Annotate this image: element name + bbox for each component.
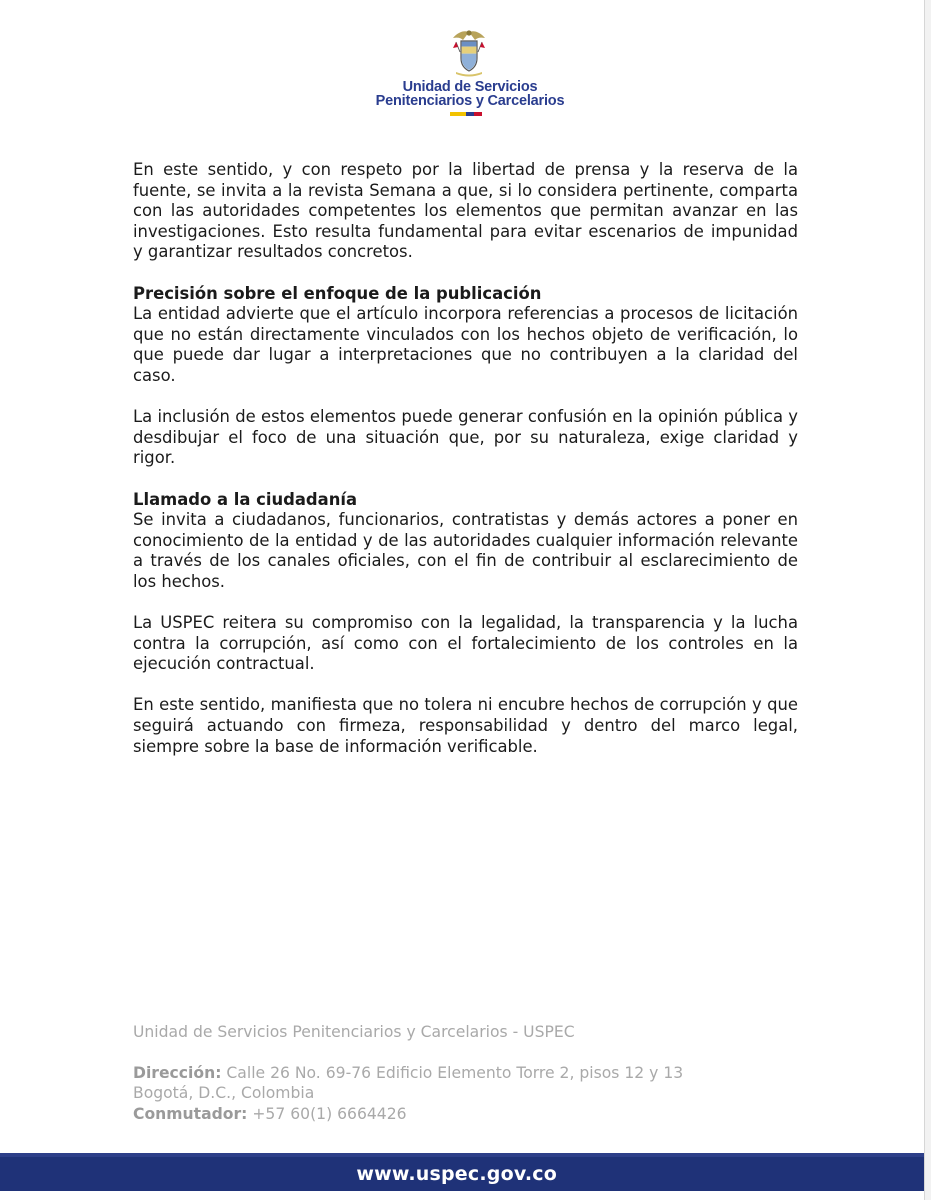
footer-org-name: Unidad de Servicios Penitenciarios y Carcelarios - USPEC: [133, 1023, 575, 1041]
section-llamado-paragraph-3: En este sentido, manifiesta que no tolera ni encubre hechos de corrupción y que seguirá actuando con firmeza, responsabilidad y dentro del marco legal, siempre sobre la base de información verificable.: [133, 695, 798, 756]
coat-of-arms-icon: [450, 28, 488, 78]
press-release-body: [133, 160, 798, 778]
uspec-logo: [370, 28, 570, 123]
footer-website-band: [0, 1157, 924, 1191]
section-heading-llamado: Llamado a la ciudadanía: [133, 489, 358, 509]
footer-address-label: Dirección:: [133, 1063, 222, 1082]
footer-phone-label: Conmutador:: [133, 1104, 248, 1123]
section-llamado-paragraph-1: Se invita a ciudadanos, funcionarios, contratistas y demás actores a poner en conocimiento de la entidad y de las autoridades cualquier información relevante a través de los canales oficiales, con el fin de contribuir al esclarecimiento de los hechos.: [133, 510, 798, 591]
document-footer: [133, 1022, 833, 1124]
footer-phone-value: +57 60(1) 6664426: [252, 1104, 407, 1123]
website-link[interactable]: www.uspec.gov.co: [356, 1163, 557, 1185]
section-heading-precision: Precisión sobre el enfoque de la publicación: [133, 283, 542, 303]
intro-paragraph: En este sentido, y con respeto por la libertad de prensa y la reserva de la fuente, se invita a la revista Semana a que, si lo considera pertinente, comparta con las autoridades competentes los elementos que permitan avanzar en las investigaciones. Esto resulta fundamental para evitar escenarios de impunidad y garantizar resultados concretos.: [133, 160, 798, 262]
footer-address: [133, 1063, 833, 1084]
section-precision-paragraph-1: La entidad advierte que el artículo incorpora referencias a procesos de licitación que no están directamente vinculados con los hechos objeto de verificación, lo que puede dar lugar a interpretaciones que no contribuyen a la claridad del caso.: [133, 304, 798, 385]
footer-address-value: Calle 26 No. 69-76 Edificio Elemento Torre 2, pisos 12 y 13: [226, 1063, 684, 1082]
logo-text-line2: Penitenciarios y Carcelarios: [375, 93, 565, 109]
section-llamado-paragraph-2: La USPEC reitera su compromiso con la legalidad, la transparencia y la lucha contra la corrupción, así como con el fortalecimiento de los controles en la ejecución contractual.: [133, 613, 798, 674]
footer-city: Bogotá, D.C., Colombia: [133, 1084, 315, 1103]
footer-phone: [133, 1104, 833, 1125]
colombia-flag-bar: [450, 112, 482, 116]
logo-text-line1: Unidad de Servicios: [402, 79, 538, 95]
section-precision-paragraph-2: La inclusión de estos elementos puede generar confusión en la opinión pública y desdibujar el foco de una situación que, por su naturaleza, exige claridad y rigor.: [133, 407, 798, 468]
